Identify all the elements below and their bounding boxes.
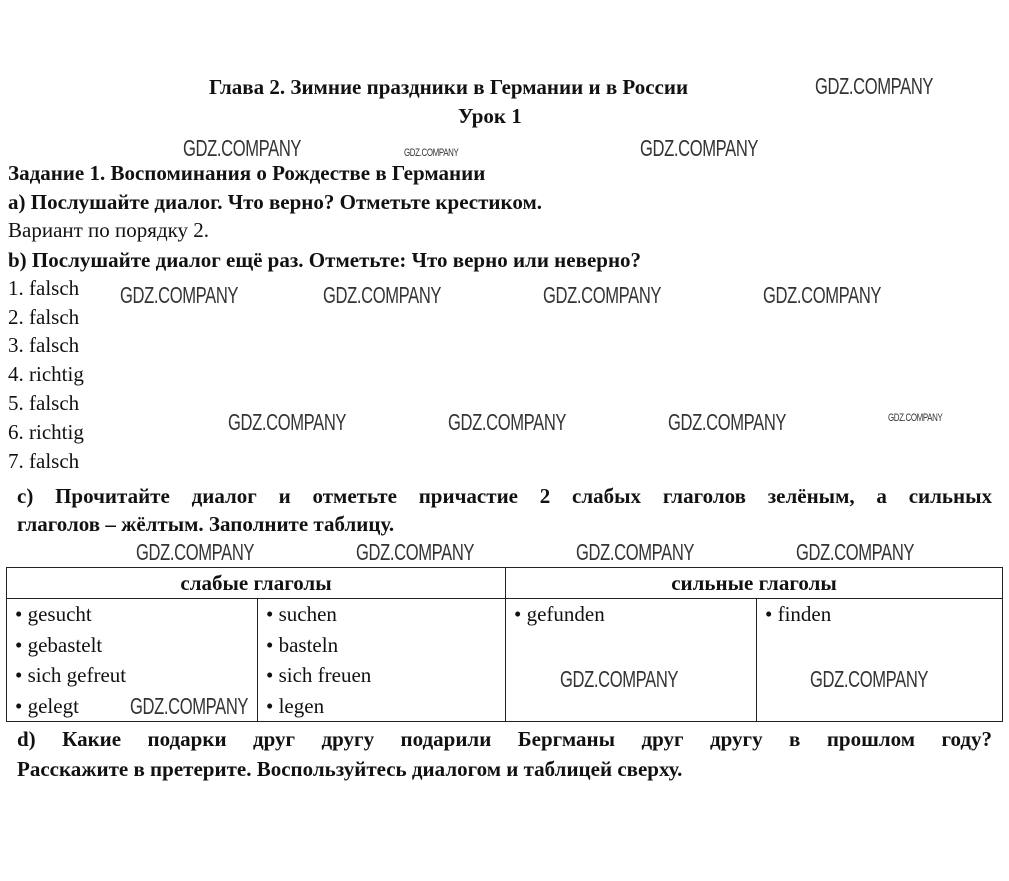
lesson-title: Урок 1 xyxy=(458,104,522,128)
watermark: GDZ.COMPANY xyxy=(404,147,459,159)
part-a-prompt: a) Послушайте диалог. Что верно? Отметьте крестиком. xyxy=(8,190,542,214)
watermark: GDZ.COMPANY xyxy=(576,539,695,565)
table-item: • suchen xyxy=(266,602,337,626)
answer-item: 6. richtig xyxy=(8,420,84,444)
table-item: • gesucht xyxy=(15,602,92,626)
header-weak-verbs: слабые глаголы xyxy=(7,568,506,599)
part-d-prompt-line2: Расскажите в претерите. Воспользуйтесь диалогом и таблицей сверху. xyxy=(17,757,683,781)
watermark: GDZ.COMPANY xyxy=(120,282,239,308)
answer-item: 3. falsch xyxy=(8,333,80,357)
watermark: GDZ.COMPANY xyxy=(323,282,442,308)
part-b-prompt: b) Послушайте диалог ещё раз. Отметьте: Что верно или неверно? xyxy=(8,248,642,272)
watermark: GDZ.COMPANY xyxy=(640,135,759,161)
watermark: GDZ.COMPANY xyxy=(668,409,787,435)
task-title: Задание 1. Воспоминания о Рождестве в Германии xyxy=(8,161,486,185)
watermark: GDZ.COMPANY xyxy=(136,539,255,565)
part-c-prompt-line2: глаголов – жёлтым. Заполните таблицу. xyxy=(17,512,395,536)
table-item: • gelegt xyxy=(15,693,79,718)
watermark: GDZ.COMPANY xyxy=(560,666,679,692)
watermark: GDZ.COMPANY xyxy=(228,409,347,435)
table-item: • gefunden xyxy=(514,602,605,626)
table-item: • basteln xyxy=(266,632,339,657)
answer-item: 7. falsch xyxy=(8,449,80,473)
watermark: GDZ.COMPANY xyxy=(888,412,943,424)
table-item: • sich freuen xyxy=(266,663,372,687)
strong-infinitives-cell xyxy=(757,599,1003,722)
part-c-prompt-line1: c) Прочитайте диалог и отметьте причастие 2 слабых глаголов зелёным, а сильных xyxy=(17,484,992,508)
watermark: GDZ.COMPANY xyxy=(356,539,475,565)
watermark: GDZ.COMPANY xyxy=(183,135,302,161)
watermark: GDZ.COMPANY xyxy=(796,539,915,565)
watermark: GDZ.COMPANY xyxy=(543,282,662,308)
table-item: • finden xyxy=(765,602,832,626)
strong-participles-cell xyxy=(506,599,757,722)
answer-item: 4. richtig xyxy=(8,362,84,386)
answer-item: 5. falsch xyxy=(8,391,80,415)
watermark: GDZ.COMPANY xyxy=(815,73,934,99)
watermark: GDZ.COMPANY xyxy=(448,409,567,435)
answer-item: 1. falsch xyxy=(8,276,80,300)
weak-infinitives-cell xyxy=(258,599,506,722)
table-item: • gebastelt xyxy=(15,632,103,657)
part-a-answer: Вариант по порядку 2. xyxy=(8,218,210,242)
watermark: GDZ.COMPANY xyxy=(130,693,249,719)
part-d-prompt-line1: d) Какие подарки друг другу подарили Бергманы друг другу в прошлом году? xyxy=(17,727,992,751)
watermark: GDZ.COMPANY xyxy=(763,282,882,308)
chapter-title: Глава 2. Зимние праздники в Германии и в России xyxy=(209,75,689,99)
table-item: • legen xyxy=(266,693,325,718)
watermark: GDZ.COMPANY xyxy=(810,666,929,692)
header-strong-verbs: сильные глаголы xyxy=(506,568,1003,599)
table-item: • sich gefreut xyxy=(15,663,127,687)
answer-item: 2. falsch xyxy=(8,305,80,329)
